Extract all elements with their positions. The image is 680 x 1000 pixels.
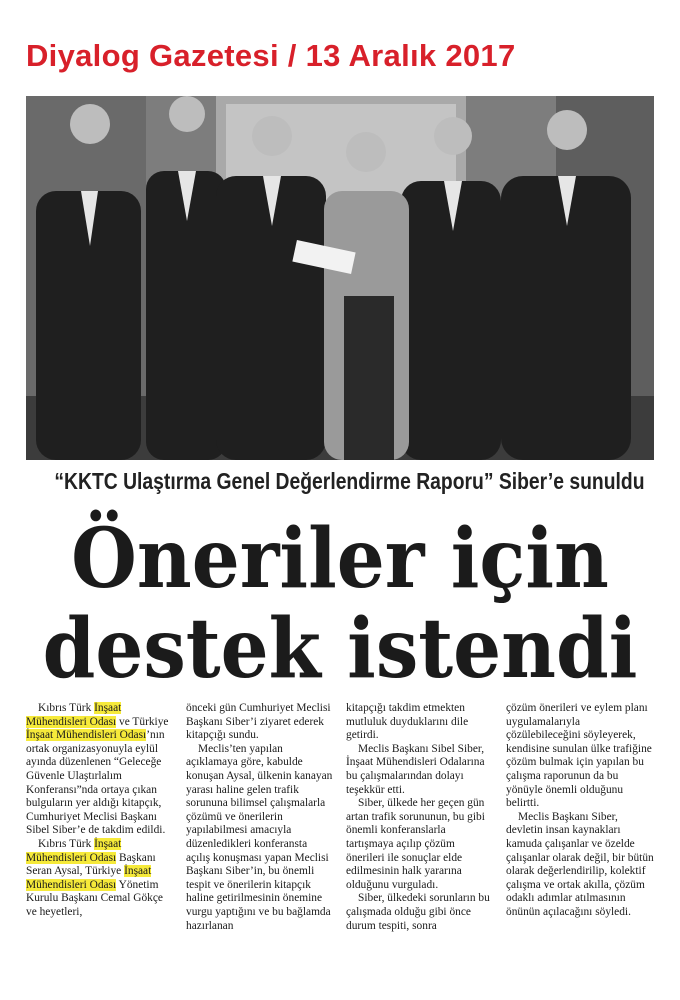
- article-paragraph: Meclis’ten yapılan açıklamaya göre, kabulde konuşan Aysal, ülkenin kanayan yarası haline gelen trafik sorununa bilimsel çalışmalarla çözümü ve önerilerin yapılabilmesi amacıyla düzenledikleri konferansta açılış konuşması yapan Meclisi Başkanı Siber’in, bu önemli tespit ve önerilerin kitapçık haline getirilmesinin önemine vurgu yaptığını ve bu bağlamda hazırlanan: [186, 742, 333, 932]
- headline-line-2: destek istendi: [42, 601, 638, 697]
- group-photo-illustration: [26, 96, 654, 460]
- article-paragraph: Siber, ülkedeki sorunların bu çalışmada olduğu gibi önce durum tespiti, sonra: [346, 892, 490, 932]
- article-paragraph: Kıbrıs Türk İnşaat Mühendisleri Odası ve Türkiye İnşaat Mühendisleri Odası’nın ortak organizasyonuyla eylül ayında düzenlenen “Geleceğe Güvenle Ulaştırlalım Konferansı”nda ortaya çıkan bulguların yer aldığı kitapçık, Cumhuriyet Meclisi Başkanı Sibel Siber’e de takdim edildi.: [26, 702, 169, 837]
- highlighted-term: İnşaat Mühendisleri Odası: [26, 702, 122, 728]
- subheadline: “KKTC Ulaştırma Genel Değerlendirme Raporu” Siber’e sunuldu: [54, 468, 645, 494]
- article-column-3: [346, 702, 494, 974]
- article-column-1: [26, 702, 174, 974]
- article-paragraph: kitapçığı takdim etmekten mutluluk duyduklarını dile getirdi.: [346, 702, 469, 742]
- article-paragraph: Kıbrıs Türk İnşaat Mühendisleri Odası Başkanı Seran Aysal, Türkiye İnşaat Mühendisleri Odası Yönetim Kurulu Başkanı Cemal Gökçe ve heyetleri,: [26, 837, 163, 918]
- highlighted-term: İnşaat Mühendisleri Odası: [26, 729, 147, 742]
- article-paragraph: Meclis Başkanı Sibel Siber, İnşaat Mühendisleri Odalarına bu çalışmalarından dolayı teşekkür etti.: [346, 742, 485, 796]
- article-column-2: [186, 702, 334, 974]
- highlighted-term: İnşaat Mühendisleri Odası: [26, 865, 152, 891]
- article-paragraph: çözüm önerileri ve eylem planı uygulamalarıyla çözülebileceğini söyleyerek, kendisine sunulan ülke trafiğine çözüm bulmak için yapılan bu çalışma raporunun da bu yönüyle önemli olduğunu belirtti.: [506, 702, 652, 810]
- article-paragraph: önceki gün Cumhuriyet Meclisi Başkanı Siber’i ziyaret ederek kitapçığı sundu.: [186, 702, 331, 742]
- highlighted-term: İnşaat Mühendisleri Odası: [26, 837, 122, 864]
- article-column-4: [506, 702, 654, 974]
- article-body: [26, 702, 654, 974]
- newspaper-masthead: Diyalog Gazetesi / 13 Aralık 2017: [26, 38, 516, 73]
- news-photo: [26, 96, 654, 460]
- article-paragraph: Siber, ülkede her geçen gün artan trafik sorununun, bu gibi önemli konferanslarla tartışmaya açılıp çözüm önerileri ile sonuçlar elde edilmesinin halk yararına olduğunu vurguladı.: [346, 797, 485, 891]
- headline-line-1: Öneriler için: [71, 511, 609, 607]
- article-paragraph: Meclis Başkanı Siber, devletin insan kaynakları kamuda çalışanlar ve özelde çalışanlar olarak değil, bir bütün olarak değerlendirilip, kolektif çalışma ve ortak akılla, çözüm odaklı adımlar atılmasının önünün açılacağını söyledi.: [506, 810, 654, 918]
